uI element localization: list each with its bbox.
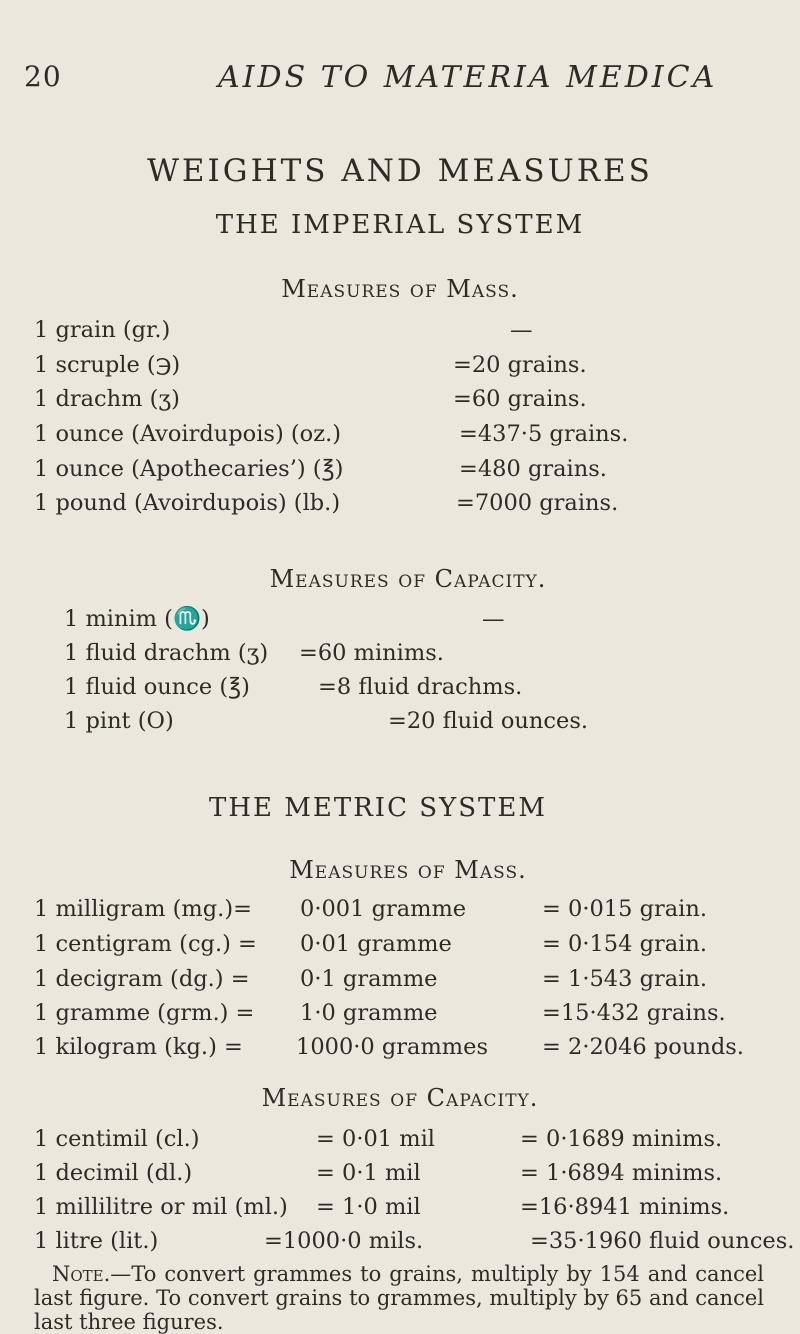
imperial-equivalent: =15·432 grains. — [542, 1000, 726, 1026]
unit-label: 1 millilitre or mil (ml.) — [34, 1194, 288, 1220]
unit-value: =60 minims. — [299, 640, 444, 666]
metric-value: = 0·1 mil — [316, 1160, 421, 1186]
unit-value: =20 fluid ounces. — [388, 708, 589, 734]
unit-label: 1 kilogram (kg.) = — [34, 1034, 243, 1060]
metric-value: =1000·0 mils. — [264, 1228, 424, 1254]
imperial-capacity-heading: Measures of Capacity. — [269, 565, 547, 593]
unit-value: =8 fluid drachms. — [318, 674, 523, 700]
metric-value: 0·01 gramme — [300, 931, 452, 957]
unit-label: 1 grain (gr.) — [34, 317, 171, 343]
imperial-equivalent: = 2·2046 pounds. — [542, 1034, 744, 1060]
unit-value: =20 grains. — [453, 352, 587, 378]
metric-value: 0·001 gramme — [300, 896, 467, 922]
page-title: WEIGHTS AND MEASURES — [147, 153, 653, 189]
metric-capacity-heading: Measures of Capacity. — [261, 1084, 539, 1112]
unit-value: — — [482, 606, 505, 632]
unit-label: 1 milligram (mg.)= — [34, 896, 252, 922]
unit-label: 1 minim (♏) — [64, 606, 210, 632]
unit-label: 1 centigram (cg.) = — [34, 931, 257, 957]
unit-label: 1 scruple (℈) — [34, 352, 181, 378]
metric-value: 0·1 gramme — [300, 966, 438, 992]
page-number: 20 — [24, 60, 62, 93]
metric-value: 1·0 gramme — [300, 1000, 438, 1026]
imperial-equivalent: = 0·015 grain. — [542, 896, 707, 922]
imperial-equivalent: = 1·543 grain. — [542, 966, 707, 992]
unit-label: 1 decimil (dl.) — [34, 1160, 193, 1186]
unit-value: — — [510, 317, 533, 343]
unit-label: 1 ounce (Avoirdupois) (oz.) — [34, 421, 342, 447]
imperial-equivalent: = 0·154 grain. — [542, 931, 707, 957]
running-title: AIDS TO MATERIA MEDICA — [218, 60, 718, 95]
unit-label: 1 fluid drachm (ʒ) — [64, 640, 269, 666]
note-text: To convert grammes to grains, multiply by 154 and cancel last figure. To convert grains to grammes, multiply by 65 and cancel last three figures. — [34, 1262, 764, 1334]
unit-value: =7000 grains. — [456, 490, 619, 516]
unit-label: 1 fluid ounce (℥) — [64, 674, 250, 700]
imperial-equivalent: = 0·1689 minims. — [520, 1126, 723, 1152]
unit-value: =60 grains. — [453, 386, 587, 412]
unit-label: 1 ounce (Apothecaries’) (℥) — [34, 456, 344, 482]
unit-value: =480 grains. — [459, 456, 607, 482]
imperial-system-heading: THE IMPERIAL SYSTEM — [215, 210, 585, 240]
unit-label: 1 decigram (dg.) = — [34, 966, 250, 992]
metric-value: = 0·01 mil — [316, 1126, 435, 1152]
unit-label: 1 gramme (grm.) = — [34, 1000, 255, 1026]
note-lead: Note.— — [52, 1262, 132, 1286]
metric-system-heading: THE METRIC SYSTEM — [209, 793, 547, 823]
imperial-mass-heading: Measures of Mass. — [281, 275, 519, 303]
metric-value: = 1·0 mil — [316, 1194, 421, 1220]
unit-label: 1 pint (O) — [64, 708, 174, 734]
imperial-equivalent: = 1·6894 minims. — [520, 1160, 723, 1186]
unit-label: 1 litre (lit.) — [34, 1228, 159, 1254]
unit-label: 1 pound (Avoirdupois) (lb.) — [34, 490, 341, 516]
imperial-equivalent: =16·8941 minims. — [520, 1194, 730, 1220]
metric-mass-heading: Measures of Mass. — [289, 856, 527, 884]
imperial-equivalent: =35·1960 fluid ounces. — [530, 1228, 795, 1254]
metric-value: 1000·0 grammes — [296, 1034, 488, 1060]
unit-label: 1 drachm (ʒ) — [34, 386, 180, 412]
unit-value: =437·5 grains. — [459, 421, 629, 447]
unit-label: 1 centimil (cl.) — [34, 1126, 200, 1152]
